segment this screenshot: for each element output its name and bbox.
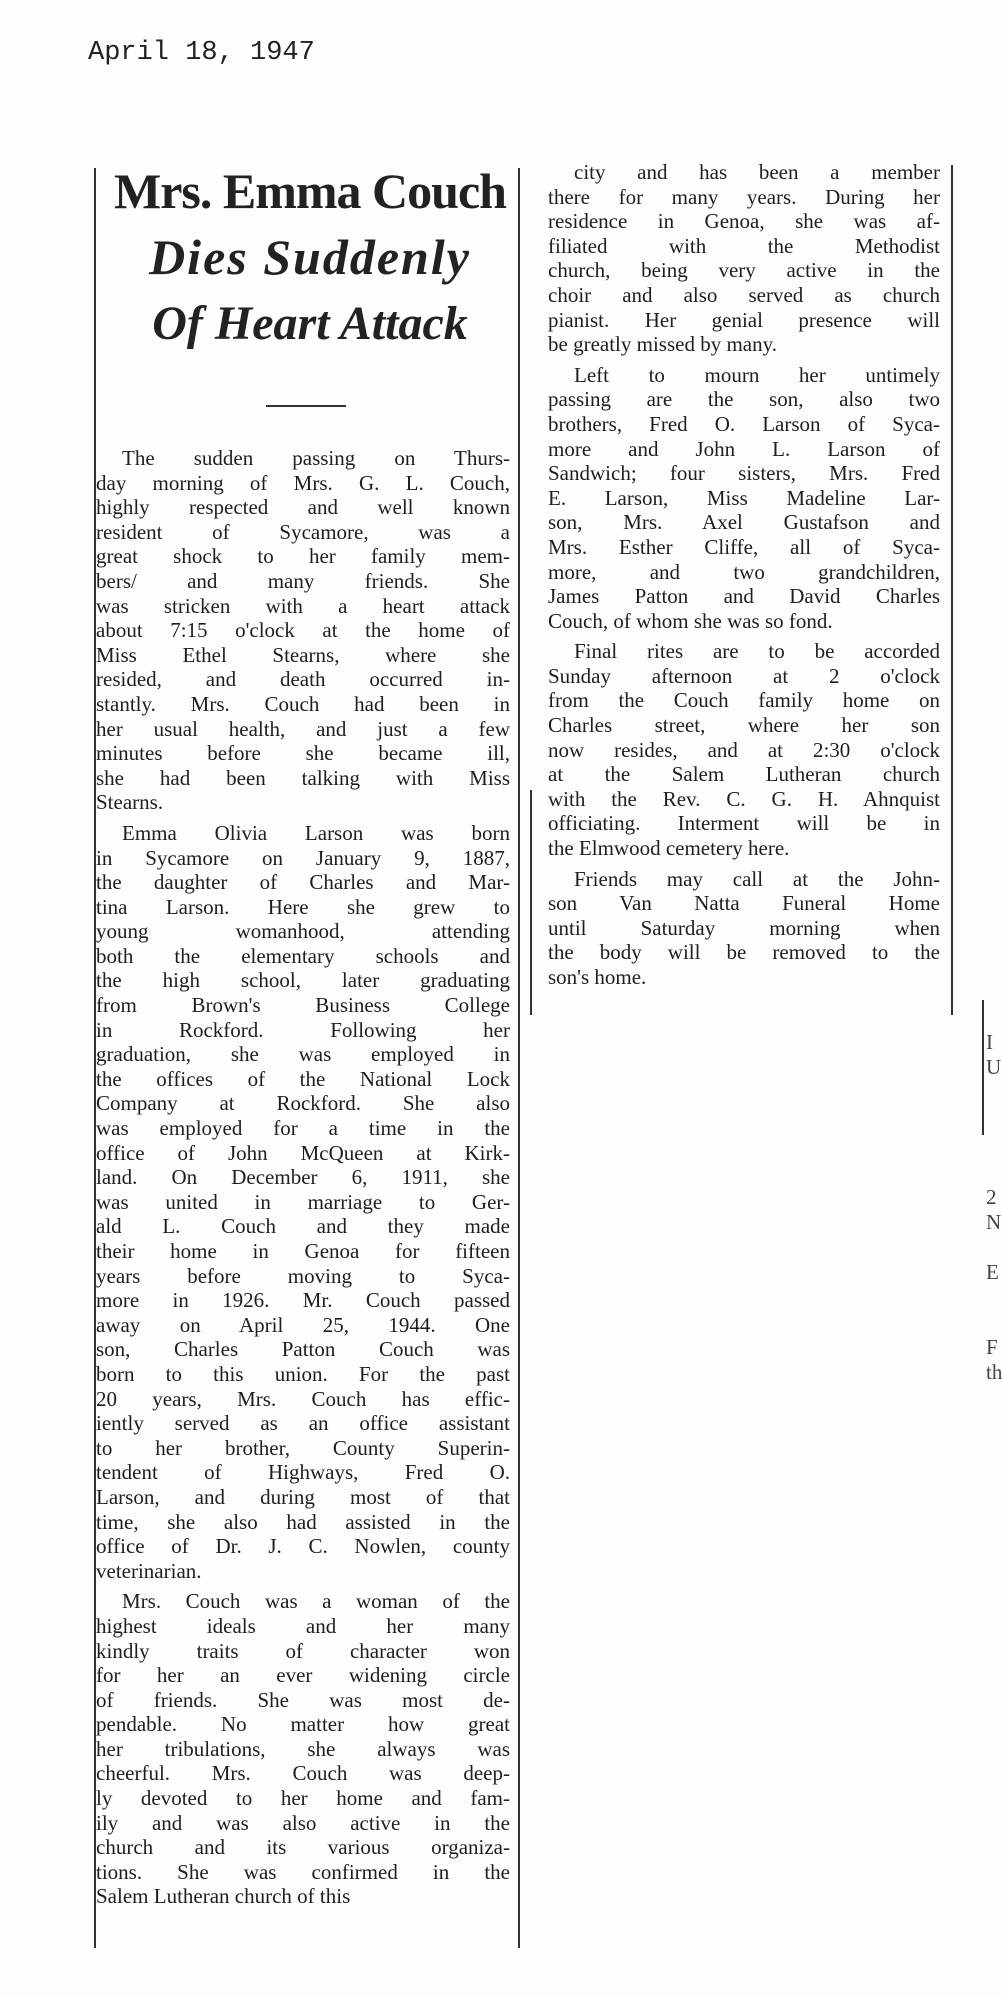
text-line: Mrs. Esther Cliffe, all of Syca- bbox=[548, 534, 940, 559]
article-paragraph bbox=[96, 821, 510, 1583]
text-line: Final rites are to be accorded bbox=[574, 639, 940, 664]
text-line: filiated with the Methodist bbox=[548, 233, 940, 258]
headline-rule bbox=[266, 405, 346, 407]
text-line: great shock to her family mem- bbox=[96, 544, 510, 569]
text-line: young womanhood, attending bbox=[96, 919, 510, 944]
text-line: day morning of Mrs. G. L. Couch, bbox=[96, 470, 510, 495]
fragment-text: th bbox=[986, 1360, 1002, 1384]
text-line: until Saturday morning when bbox=[548, 915, 940, 940]
text-line: now resides, and at 2:30 o'clock bbox=[548, 737, 940, 762]
text-line: away on April 25, 1944. One bbox=[96, 1312, 510, 1337]
text-line: office of John McQueen at Kirk- bbox=[96, 1140, 510, 1165]
text-line: in Sycamore on January 9, 1887, bbox=[96, 845, 510, 870]
column-divider bbox=[518, 168, 520, 1948]
text-line: more in 1926. Mr. Couch passed bbox=[96, 1288, 510, 1313]
text-line: from the Couch family home on bbox=[548, 688, 940, 713]
text-line: in Rockford. Following her bbox=[96, 1017, 510, 1042]
text-line: to her brother, County Superin- bbox=[96, 1435, 510, 1460]
text-line: the Elmwood cemetery here. bbox=[548, 836, 790, 861]
text-line: ald L. Couch and they made bbox=[96, 1214, 510, 1239]
text-line: resident of Sycamore, was a bbox=[96, 519, 510, 544]
text-line: from Brown's Business College bbox=[96, 993, 510, 1018]
text-line: Company at Rockford. She also bbox=[96, 1091, 510, 1116]
right-column-left-border bbox=[530, 790, 532, 1015]
text-line: pianist. Her genial presence will bbox=[548, 307, 940, 332]
text-line: Left to mourn her untimely bbox=[574, 362, 940, 387]
text-line: son, Charles Patton Couch was bbox=[96, 1337, 510, 1362]
clipping-date: April 18, 1947 bbox=[88, 38, 315, 68]
text-line: cheerful. Mrs. Couch was deep- bbox=[96, 1761, 510, 1786]
text-line: years before moving to Syca- bbox=[96, 1263, 510, 1288]
text-line: church, being very active in the bbox=[548, 258, 940, 283]
text-line: Salem Lutheran church of this bbox=[96, 1884, 351, 1909]
article-paragraph bbox=[96, 446, 510, 815]
text-line: son, Mrs. Axel Gustafson and bbox=[548, 510, 940, 535]
text-line: choir and also served as church bbox=[548, 282, 940, 307]
fragment-text: 2 bbox=[986, 1185, 997, 1209]
text-line: 20 years, Mrs. Couch has effic- bbox=[96, 1386, 510, 1411]
text-line: bers/ and many friends. She bbox=[96, 568, 510, 593]
text-line: was united in marriage to Ger- bbox=[96, 1189, 510, 1214]
text-line: kindly traits of character won bbox=[96, 1638, 510, 1663]
article-paragraph bbox=[548, 867, 940, 990]
text-line: passing are the son, also two bbox=[548, 387, 940, 412]
article-paragraph bbox=[548, 639, 940, 860]
text-line: Emma Olivia Larson was born bbox=[122, 820, 510, 845]
text-line: residence in Genoa, she was af- bbox=[548, 209, 940, 234]
text-line: Sunday afternoon at 2 o'clock bbox=[548, 663, 940, 688]
text-line: brothers, Fred O. Larson of Syca- bbox=[548, 411, 940, 436]
text-line: ly devoted to her home and fam- bbox=[96, 1786, 510, 1811]
text-line: iently served as an office assistant bbox=[96, 1411, 510, 1436]
text-line: the high school, later graduating bbox=[96, 968, 510, 993]
text-line: the body will be removed to the bbox=[548, 940, 940, 965]
adjacent-column-border bbox=[982, 1000, 984, 1135]
text-line: veterinarian. bbox=[96, 1558, 202, 1583]
text-line: Couch, of whom she was so fond. bbox=[548, 608, 833, 633]
text-line: born to this union. For the past bbox=[96, 1361, 510, 1386]
article-paragraph bbox=[96, 1589, 510, 1909]
fragment-text: U bbox=[986, 1055, 1002, 1079]
text-line: she had been talking with Miss bbox=[96, 765, 510, 790]
text-line: ily and was also active in the bbox=[96, 1810, 510, 1835]
text-line: of friends. She was most de- bbox=[96, 1687, 510, 1712]
text-line: graduation, she was employed in bbox=[96, 1042, 510, 1067]
text-line: Charles street, where her son bbox=[548, 713, 940, 738]
text-line: church and its various organiza- bbox=[96, 1835, 510, 1860]
headline-line-3: Of Heart Attack bbox=[152, 297, 468, 350]
text-line: Larson, and during most of that bbox=[96, 1484, 510, 1509]
fragment-text: F bbox=[986, 1335, 998, 1359]
text-line: stantly. Mrs. Couch had been in bbox=[96, 691, 510, 716]
text-line: about 7:15 o'clock at the home of bbox=[96, 618, 510, 643]
text-line: at the Salem Lutheran church bbox=[548, 762, 940, 787]
text-line: more, and two grandchildren, bbox=[548, 559, 940, 584]
text-line: E. Larson, Miss Madeline Lar- bbox=[548, 485, 940, 510]
text-line: Sandwich; four sisters, Mrs. Fred bbox=[548, 461, 940, 486]
right-article-column bbox=[548, 160, 940, 996]
text-line: minutes before she became ill, bbox=[96, 741, 510, 766]
fragment-text: I bbox=[986, 1030, 993, 1054]
text-line: tendent of Highways, Fred O. bbox=[96, 1460, 510, 1485]
text-line: Mrs. Couch was a woman of the bbox=[122, 1589, 510, 1614]
text-line: the offices of the National Lock bbox=[96, 1066, 510, 1091]
fragment-text: N bbox=[986, 1210, 1002, 1234]
text-line: for her an ever widening circle bbox=[96, 1663, 510, 1688]
text-line: tions. She was confirmed in the bbox=[96, 1859, 510, 1884]
article-paragraph bbox=[548, 363, 940, 634]
headline-line-2: Dies Suddenly bbox=[149, 229, 471, 285]
text-line: son's home. bbox=[548, 965, 647, 989]
text-line: The sudden passing on Thurs- bbox=[122, 446, 510, 470]
text-line: her tribulations, she always was bbox=[96, 1736, 510, 1761]
text-line: with the Rev. C. G. H. Ahnquist bbox=[548, 786, 940, 811]
left-article-column bbox=[96, 446, 510, 1915]
article-paragraph bbox=[548, 160, 940, 357]
text-line: pendable. No matter how great bbox=[96, 1712, 510, 1737]
text-line: more and John L. Larson of bbox=[548, 436, 940, 461]
text-line: Friends may call at the John- bbox=[574, 866, 940, 891]
text-line: Miss Ethel Stearns, where she bbox=[96, 642, 510, 667]
text-line: officiating. Interment will be in bbox=[548, 811, 940, 836]
text-line: office of Dr. J. C. Nowlen, county bbox=[96, 1534, 510, 1559]
text-line: Stearns. bbox=[96, 790, 164, 815]
fragment-text: E bbox=[986, 1260, 999, 1284]
text-line: son Van Natta Funeral Home bbox=[548, 891, 940, 916]
text-line: tina Larson. Here she grew to bbox=[96, 894, 510, 919]
text-line: James Patton and David Charles bbox=[548, 584, 940, 609]
right-column-border bbox=[951, 165, 953, 1015]
text-line: highest ideals and her many bbox=[96, 1613, 510, 1638]
text-line: city and has been a member bbox=[574, 160, 940, 184]
text-line: time, she also had assisted in the bbox=[96, 1509, 510, 1534]
text-line: the daughter of Charles and Mar- bbox=[96, 870, 510, 895]
text-line: be greatly missed by many. bbox=[548, 332, 778, 357]
text-line: was stricken with a heart attack bbox=[96, 593, 510, 618]
text-line: their home in Genoa for fifteen bbox=[96, 1239, 510, 1263]
text-line: both the elementary schools and bbox=[96, 943, 510, 968]
text-line: her usual health, and just a few bbox=[96, 716, 510, 741]
headline-line-1: Mrs. Emma Couch bbox=[114, 163, 506, 219]
text-line: highly respected and well known bbox=[96, 495, 510, 520]
text-line: there for many years. During her bbox=[548, 184, 940, 209]
text-line: land. On December 6, 1911, she bbox=[96, 1165, 510, 1190]
text-line: was employed for a time in the bbox=[96, 1116, 510, 1141]
text-line: resided, and death occurred in- bbox=[96, 667, 510, 692]
